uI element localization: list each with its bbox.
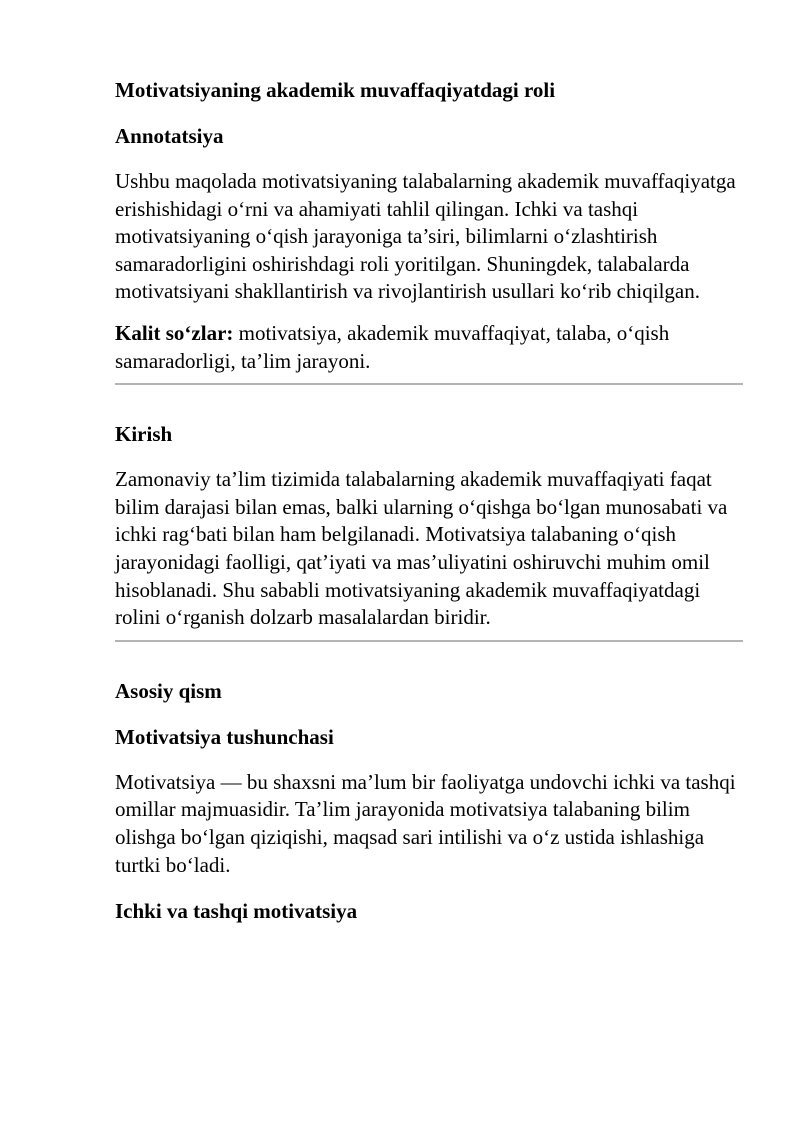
keywords-label: Kalit so‘zlar: — [115, 320, 234, 345]
annotation-text: Ushbu maqolada motivatsiyaning talabalarning akademik muvaffaqiyatga erishishidagi o‘rni va ahamiyati tahlil qilingan. Ichki va tashqi motivatsiyaning o‘qish jarayoniga ta’siri, bilimlarni o‘zlashtirish samaradorligini oshirishdagi roli yoritilgan. Shuningdek, talabalarda motivatsiyani shakllantirish va rivojlantirish usullari ko‘rib chiqilgan. — [115, 169, 736, 304]
section-divider — [115, 383, 743, 385]
document-content — [115, 60, 743, 924]
introduction-heading: Kirish — [115, 422, 173, 447]
main-heading: Asosiy qism — [115, 678, 222, 703]
document-title: Motivatsiyaning akademik muvaffaqiyatdagi roli — [115, 78, 556, 102]
introduction-text: Zamonaviy ta’lim tizimida talabalarning akademik muvaffaqiyati faqat bilim darajasi bilan emas, balki ularning o‘qishga bo‘lgan munosabati va ichki rag‘bati bilan ham belgilanadi. Motivatsiya talabaning o‘qish jarayonidagi faolligi, qat’iyati va mas’uliyatini oshiruvchi muhim omil hisoblanadi. Shu sababli motivatsiyaning akademik muvaffaqiyatdagi rolini o‘rganish dolzarb masalalardan biridir. — [115, 467, 728, 630]
section-divider — [115, 640, 743, 642]
annotation-heading: Annotatsiya — [115, 124, 224, 148]
types-heading: Ichki va tashqi motivatsiya — [115, 899, 358, 924]
keywords-paragraph — [115, 320, 743, 375]
concept-heading: Motivatsiya tushunchasi — [115, 724, 334, 749]
concept-text: Motivatsiya — bu shaxsni ma’lum bir faoliyatga undovchi ichki va tashqi omillar majmuasidir. Ta’lim jarayonida motivatsiya talabaning bilim olishga bo‘lgan qiziqishi, maqsad sari intilishi va o‘z ustida ishlashiga turtki bo‘ladi. — [115, 769, 736, 877]
keywords-text: motivatsiya, akademik muvaffaqiyat, talaba, o‘qish samaradorligi, ta’lim jarayoni. — [115, 320, 670, 373]
